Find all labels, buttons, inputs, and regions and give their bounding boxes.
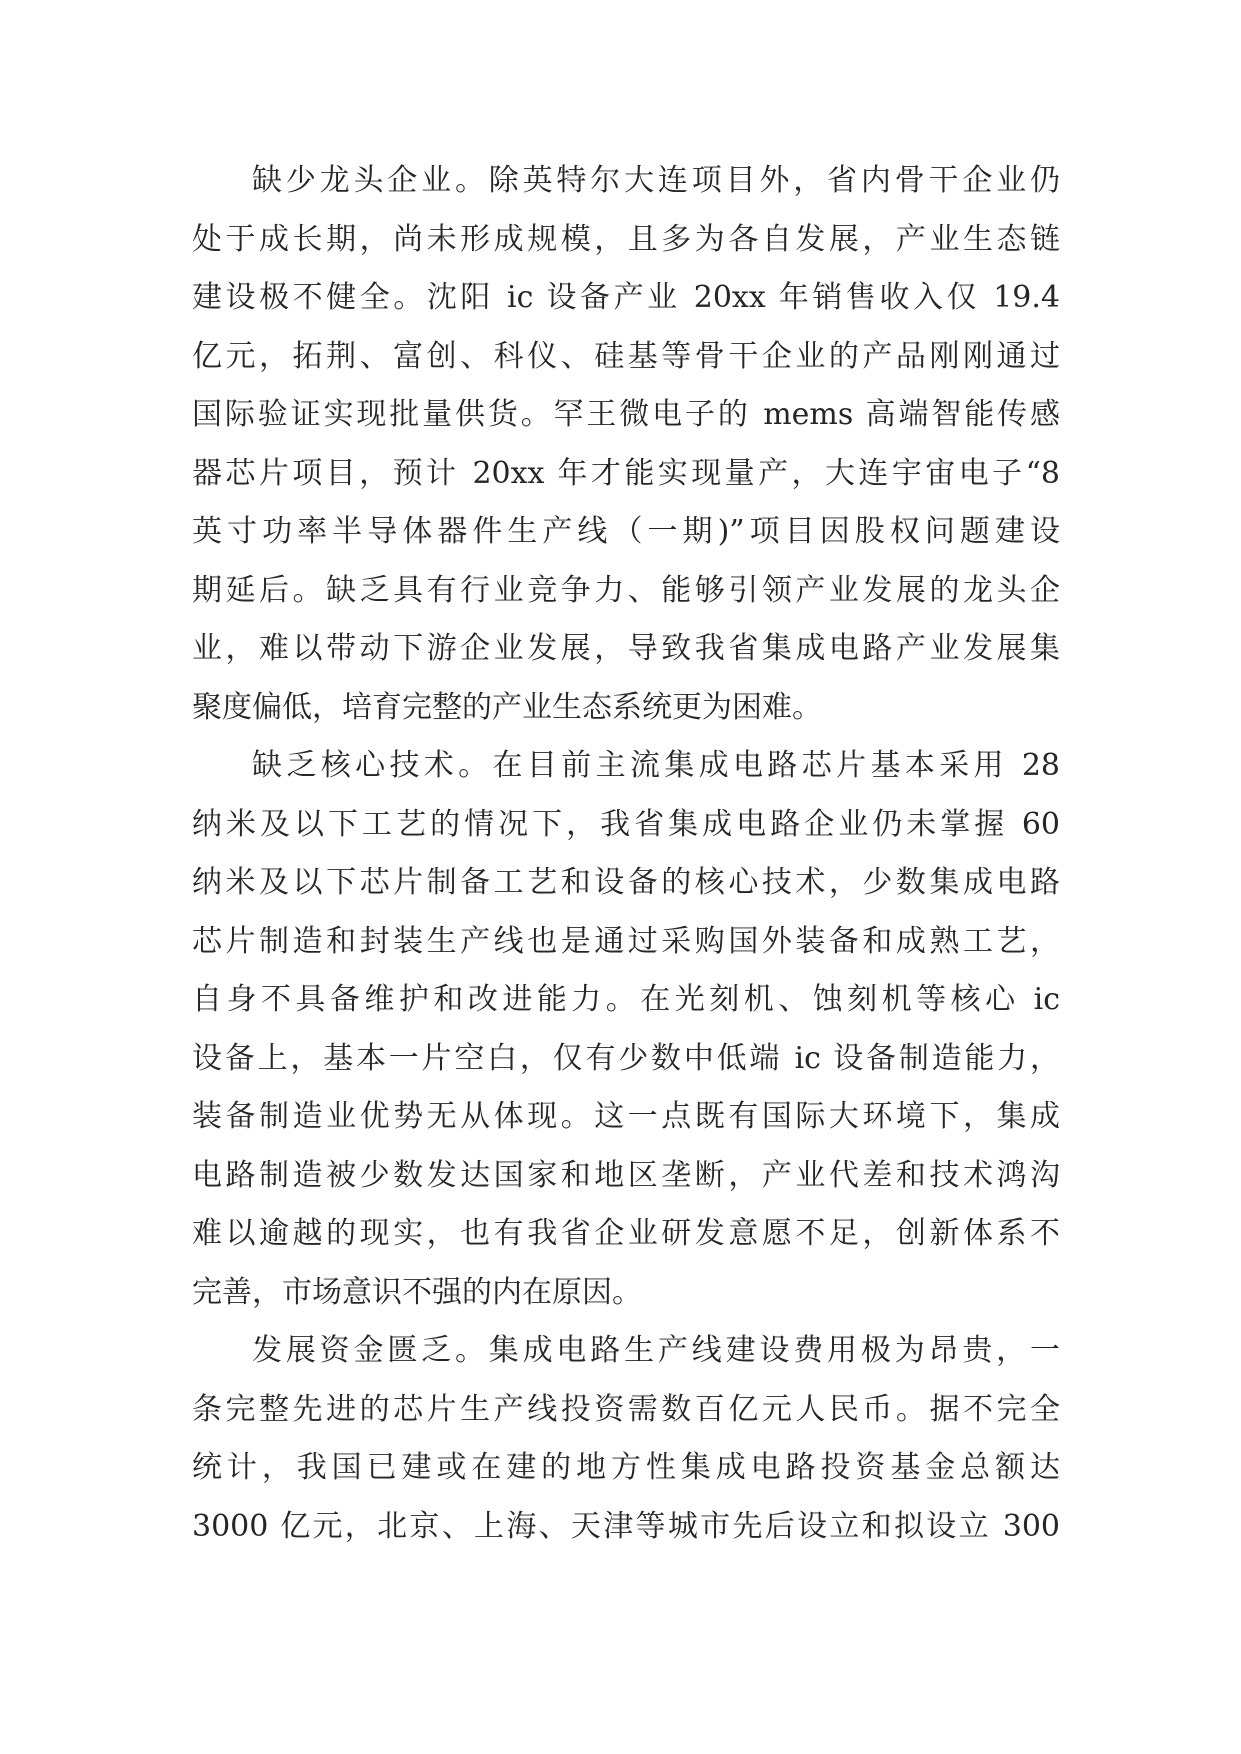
paragraph-funding <box>192 1322 1060 1556</box>
text-line: 难以逾越的现实，也有我省企业研发意愿不足，创新体系不 <box>192 1216 1060 1251</box>
text-line: 3000 亿元，北京、上海、天津等城市先后设立和拟设立 300 <box>192 1508 1060 1544</box>
text-line: 设备上，基本一片空白，仅有少数中低端 ic 设备制造能力， <box>192 1040 1060 1076</box>
text-line: 完善，市场意识不强的内在原因。 <box>192 1274 642 1310</box>
paragraph-core-technology <box>192 737 1060 1322</box>
text-line: 缺乏核心技术。在目前主流集成电路芯片基本采用 28 <box>252 748 1060 783</box>
text-line: 期延后。缺乏具有行业竞争力、能够引领产业发展的龙头企 <box>192 572 1060 608</box>
text-line: 纳米及以下芯片制备工艺和设备的核心技术，少数集成电路 <box>192 865 1060 900</box>
text-line: 国际验证实现批量供货。罕王微电子的 mems 高端智能传感 <box>192 397 1060 432</box>
text-line: 处于成长期，尚未形成规模，且多为各自发展，产业生态链 <box>192 221 1060 257</box>
text-line: 发展资金匮乏。集成电路生产线建设费用极为昂贵，一 <box>252 1333 1060 1368</box>
body-text <box>192 152 1060 1556</box>
text-line: 条完整先进的芯片生产线投资需数百亿元人民币。据不完全 <box>192 1391 1060 1427</box>
text-line: 英寸功率半导体器件生产线（一期)”项目因股权问题建设 <box>192 514 1060 549</box>
text-line: 聚度偏低，培育完整的产业生态系统更为困难。 <box>192 689 822 725</box>
text-line: 统计，我国已建或在建的地方性集成电路投资基金总额达 <box>192 1450 1060 1485</box>
text-line: 芯片制造和封装生产线也是通过采购国外装备和成熟工艺， <box>192 923 1060 959</box>
text-line: 业，难以带动下游企业发展，导致我省集成电路产业发展集 <box>192 631 1060 666</box>
text-line: 装备制造业优势无从体现。这一点既有国际大环境下，集成 <box>192 1099 1060 1134</box>
text-line: 器芯片项目，预计 20xx 年才能实现量产，大连宇宙电子“8 <box>192 455 1060 491</box>
text-line: 自身不具备维护和改进能力。在光刻机、蚀刻机等核心 ic <box>192 982 1060 1017</box>
paragraph-leading-enterprises <box>192 152 1060 737</box>
text-line: 建设极不健全。沈阳 ic 设备产业 20xx 年销售收入仅 19.4 <box>192 280 1060 315</box>
text-line: 亿元，拓荆、富创、科仪、硅基等骨干企业的产品刚刚通过 <box>192 338 1060 374</box>
text-line: 纳米及以下工艺的情况下，我省集成电路企业仍未掌握 60 <box>192 806 1060 842</box>
text-line: 电路制造被少数发达国家和地区垄断，产业代差和技术鸿沟 <box>192 1157 1060 1193</box>
text-line: 缺少龙头企业。除英特尔大连项目外，省内骨干企业仍 <box>252 163 1060 198</box>
